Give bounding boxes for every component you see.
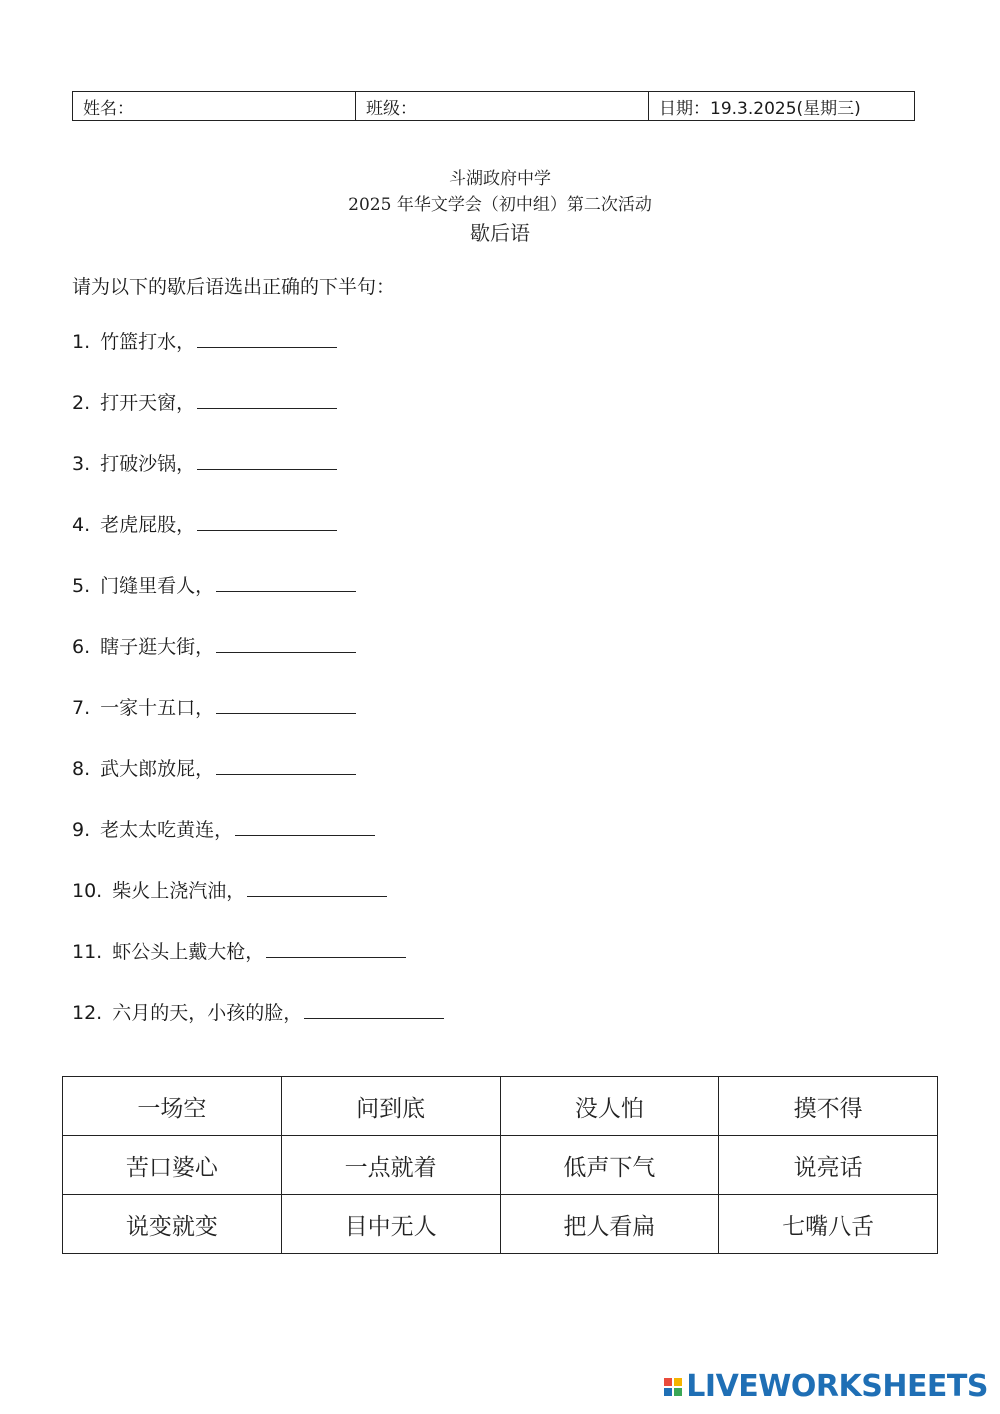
answer-blank[interactable] — [304, 1000, 444, 1019]
name-label: 姓名： — [83, 98, 134, 119]
question-text: 六月的天，小孩的脸， — [112, 1002, 303, 1024]
school-name: 斗湖政府中学 — [449, 169, 551, 189]
logo-text: LIVEWORKSHEETS — [686, 1369, 988, 1404]
question-text: 打破沙锅， — [100, 453, 196, 475]
answer-blank[interactable] — [247, 878, 387, 897]
event-title: 2025 年华文学会（初中组）第二次活动 — [348, 195, 652, 215]
student-info-table — [72, 91, 915, 121]
answer-option[interactable]: 把人看扁 — [500, 1195, 719, 1254]
question-number: 6. — [72, 636, 91, 658]
answer-blank[interactable] — [216, 573, 356, 592]
question-item — [72, 571, 356, 598]
question-text: 打开天窗， — [100, 392, 196, 414]
question-item — [72, 388, 337, 415]
answer-option[interactable]: 没人怕 — [500, 1077, 719, 1136]
question-text: 门缝里看人， — [100, 575, 215, 597]
question-number: 5. — [72, 575, 91, 597]
answer-option[interactable]: 目中无人 — [281, 1195, 500, 1254]
question-text: 竹篮打水， — [100, 331, 196, 353]
liveworksheets-logo — [664, 1369, 988, 1404]
question-item — [72, 632, 356, 659]
question-number: 1. — [72, 331, 91, 353]
class-label: 班级： — [366, 98, 417, 119]
date-field — [649, 92, 915, 121]
logo-square — [674, 1388, 682, 1396]
answer-blank[interactable] — [216, 695, 356, 714]
instruction-text: 请为以下的歇后语选出正确的下半句： — [72, 276, 396, 298]
answer-option[interactable]: 七嘴八舌 — [719, 1195, 938, 1254]
answer-option[interactable]: 一点就着 — [281, 1136, 500, 1195]
answer-option[interactable]: 说亮话 — [719, 1136, 938, 1195]
answer-blank[interactable] — [197, 390, 337, 409]
question-text: 武大郎放屁， — [100, 758, 215, 780]
question-number: 11. — [72, 941, 103, 963]
question-text: 一家十五口， — [100, 697, 215, 719]
answer-option[interactable]: 一场空 — [63, 1077, 282, 1136]
logo-square — [674, 1378, 682, 1386]
question-item — [72, 876, 387, 903]
answer-blank[interactable] — [216, 634, 356, 653]
question-number: 10. — [72, 880, 103, 902]
question-number: 8. — [72, 758, 91, 780]
question-text: 柴火上浇汽油， — [112, 880, 246, 902]
question-item — [72, 998, 444, 1025]
answer-blank[interactable] — [197, 451, 337, 470]
question-number: 12. — [72, 1002, 103, 1024]
question-number: 4. — [72, 514, 91, 536]
logo-square — [664, 1388, 672, 1396]
question-text: 老虎屁股， — [100, 514, 196, 536]
answer-option[interactable]: 摸不得 — [719, 1077, 938, 1136]
question-number: 7. — [72, 697, 91, 719]
date-label: 日期：19.3.2025(星期三) — [659, 98, 861, 119]
question-item — [72, 815, 375, 842]
question-text: 老太太吃黄连， — [100, 819, 234, 841]
answer-blank[interactable] — [266, 939, 406, 958]
logo-grid-icon — [664, 1378, 682, 1396]
answer-option[interactable]: 说变就变 — [63, 1195, 282, 1254]
answer-option[interactable]: 苦口婆心 — [63, 1136, 282, 1195]
question-item — [72, 937, 406, 964]
question-number: 9. — [72, 819, 91, 841]
question-item — [72, 449, 337, 476]
answer-options-table — [62, 1076, 938, 1254]
question-text: 虾公头上戴大枪， — [112, 941, 265, 963]
answer-blank[interactable] — [197, 329, 337, 348]
question-number: 3. — [72, 453, 91, 475]
topic-title: 歇后语 — [470, 221, 530, 245]
answer-blank[interactable] — [216, 756, 356, 775]
name-field[interactable] — [73, 92, 356, 121]
class-field[interactable] — [356, 92, 649, 121]
question-item — [72, 693, 356, 720]
question-item — [72, 754, 356, 781]
answer-blank[interactable] — [235, 817, 375, 836]
answer-blank[interactable] — [197, 512, 337, 531]
answer-option[interactable]: 低声下气 — [500, 1136, 719, 1195]
question-item — [72, 327, 337, 354]
question-item — [72, 510, 337, 537]
question-number: 2. — [72, 392, 91, 414]
question-text: 瞎子逛大街， — [100, 636, 215, 658]
logo-square — [664, 1378, 672, 1386]
answer-option[interactable]: 问到底 — [281, 1077, 500, 1136]
